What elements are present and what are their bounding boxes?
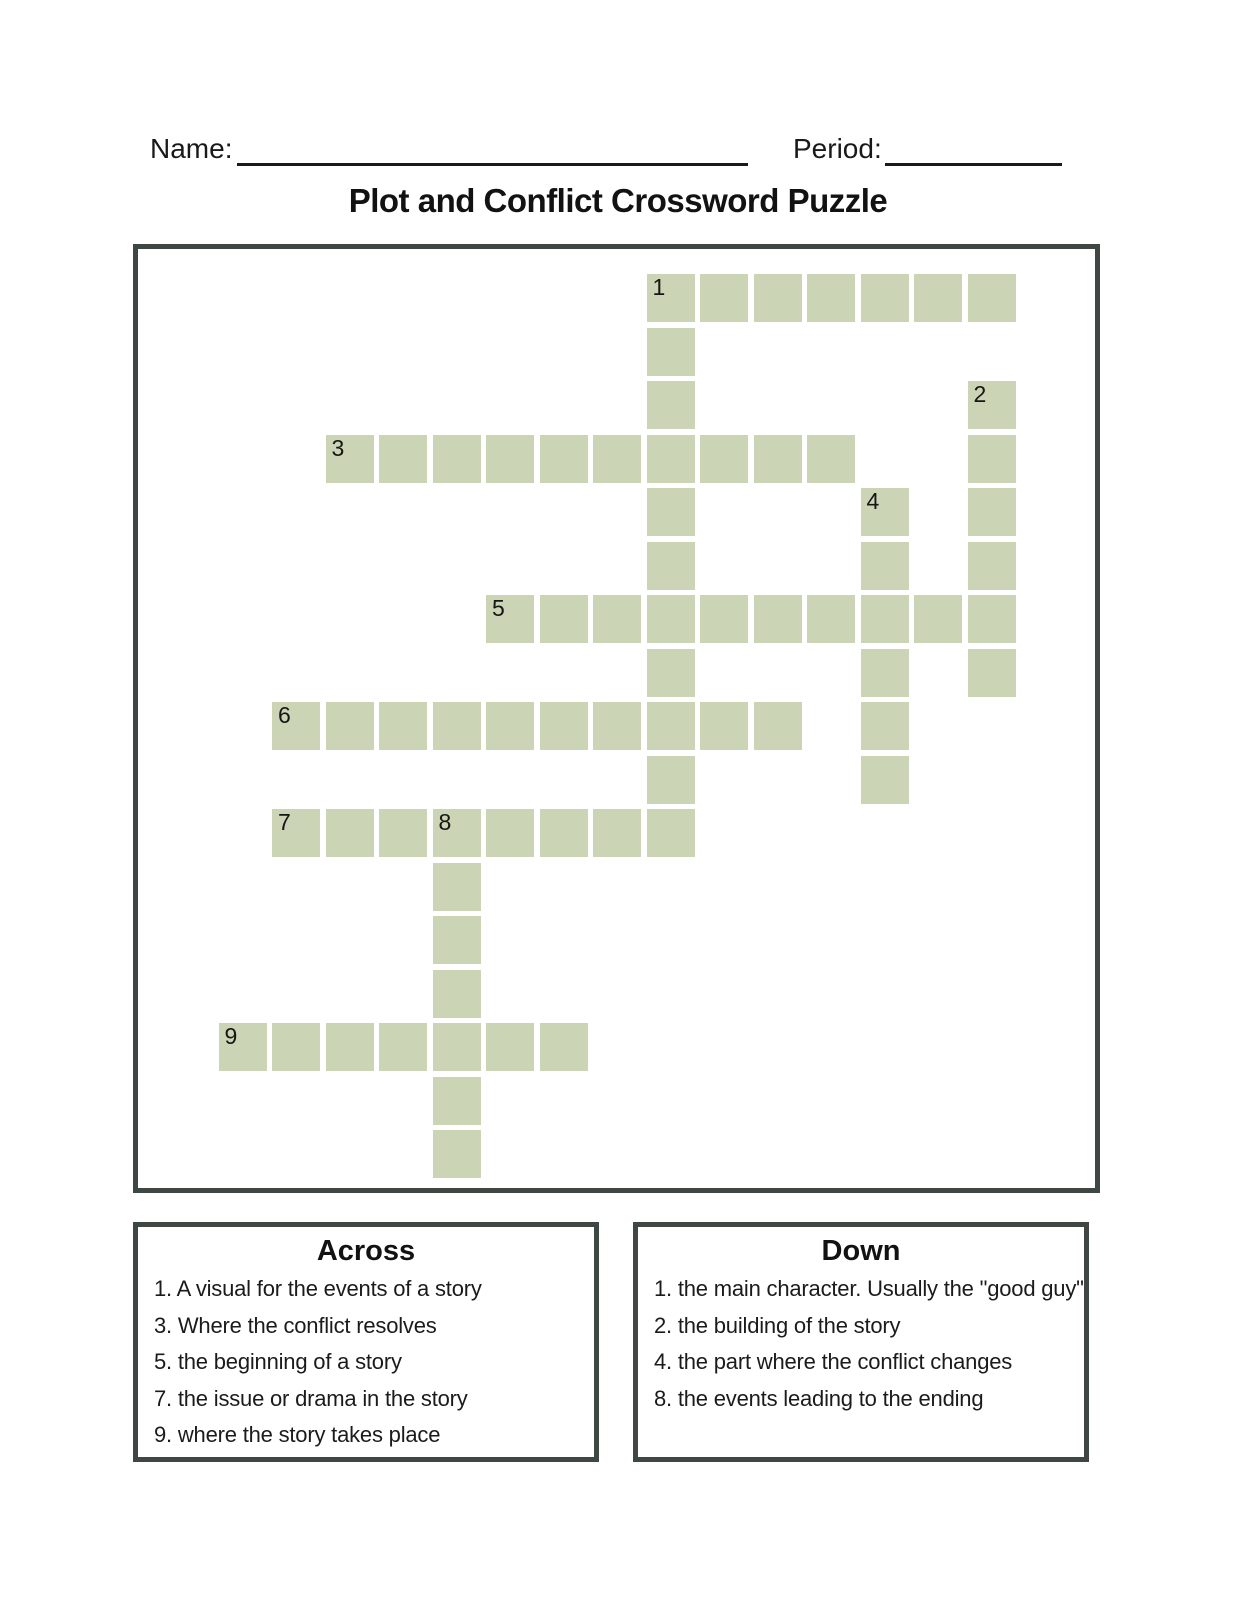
grid-cell-r9-c8[interactable] — [647, 756, 695, 804]
grid-cell-r10-c8[interactable] — [647, 809, 695, 857]
grid-cell-r5-c12[interactable] — [861, 542, 909, 590]
cell-number: 6 — [278, 702, 291, 728]
grid-cell-r6-c12[interactable] — [861, 595, 909, 643]
clue-down-4: 8. the events leading to the ending — [654, 1385, 984, 1411]
down-clues-box — [633, 1222, 1089, 1462]
grid-cell-r3-c7[interactable] — [593, 435, 641, 483]
grid-cell-r8-c6[interactable] — [540, 702, 588, 750]
grid-cell-r3-c6[interactable] — [540, 435, 588, 483]
grid-cell-r6-c6[interactable] — [540, 595, 588, 643]
grid-cell-r6-c5[interactable] — [486, 595, 534, 643]
grid-cell-r7-c8[interactable] — [647, 649, 695, 697]
grid-cell-r5-c8[interactable] — [647, 542, 695, 590]
cell-number: 1 — [652, 274, 666, 300]
cell-number: 8 — [438, 809, 452, 835]
grid-cell-r0-c14[interactable] — [968, 274, 1016, 322]
down-heading: Down — [821, 1235, 901, 1267]
grid-cell-r3-c8[interactable] — [647, 435, 695, 483]
cell-number: 4 — [866, 488, 880, 514]
grid-cell-r14-c6[interactable] — [540, 1023, 588, 1071]
grid-cell-r10-c4[interactable] — [433, 809, 481, 857]
grid-cell-r10-c2[interactable] — [326, 809, 374, 857]
grid-cell-r3-c5[interactable] — [486, 435, 534, 483]
period-blank-line[interactable] — [885, 163, 1062, 166]
grid-cell-r16-c4[interactable] — [433, 1130, 481, 1178]
grid-cell-r0-c13[interactable] — [914, 274, 962, 322]
across-heading: Across — [316, 1235, 416, 1267]
grid-cell-r8-c12[interactable] — [861, 702, 909, 750]
grid-cell-r10-c1[interactable] — [272, 809, 320, 857]
grid-cell-r0-c12[interactable] — [861, 274, 909, 322]
grid-cell-r4-c8[interactable] — [647, 488, 695, 536]
grid-cell-r3-c9[interactable] — [700, 435, 748, 483]
grid-cell-r3-c4[interactable] — [433, 435, 481, 483]
grid-cell-r9-c12[interactable] — [861, 756, 909, 804]
across-clues-box — [133, 1222, 599, 1462]
page-title: Plot and Conflict Crossword Puzzle — [348, 182, 888, 219]
clue-across-1: 1. A visual for the events of a story — [154, 1276, 482, 1301]
grid-cell-r8-c8[interactable] — [647, 702, 695, 750]
grid-cell-r7-c14[interactable] — [968, 649, 1016, 697]
grid-cell-r3-c10[interactable] — [754, 435, 802, 483]
grid-cell-r2-c14[interactable] — [968, 381, 1016, 429]
grid-cell-r4-c14[interactable] — [968, 488, 1016, 536]
grid-cell-r8-c9[interactable] — [700, 702, 748, 750]
grid-cell-r3-c11[interactable] — [807, 435, 855, 483]
grid-cell-r6-c14[interactable] — [968, 595, 1016, 643]
clue-across-2: 3. Where the conflict resolves — [154, 1312, 437, 1338]
grid-cell-r6-c11[interactable] — [807, 595, 855, 643]
grid-cell-r1-c8[interactable] — [647, 328, 695, 376]
grid-cell-r0-c9[interactable] — [700, 274, 748, 322]
grid-cell-r7-c12[interactable] — [861, 649, 909, 697]
grid-cell-r0-c11[interactable] — [807, 274, 855, 322]
clue-down-3: 4. the part where the conflict changes — [654, 1349, 1013, 1374]
grid-cell-r8-c10[interactable] — [754, 702, 802, 750]
grid-cell-r6-c10[interactable] — [754, 595, 802, 643]
grid-cell-r8-c7[interactable] — [593, 702, 641, 750]
grid-cell-r0-c10[interactable] — [754, 274, 802, 322]
cell-number: 7 — [278, 809, 291, 835]
grid-cell-r10-c6[interactable] — [540, 809, 588, 857]
grid-cell-r8-c2[interactable] — [326, 702, 374, 750]
grid-cell-r14-c4[interactable] — [433, 1023, 481, 1071]
clue-down-2: 2. the building of the story — [654, 1312, 901, 1338]
clue-down-1: 1. the main character. Usually the "good guy" — [654, 1276, 1084, 1301]
grid-cell-r12-c4[interactable] — [433, 916, 481, 964]
grid-cell-r15-c4[interactable] — [433, 1077, 481, 1125]
clue-across-3: 5. the beginning of a story — [154, 1349, 402, 1374]
grid-cell-r8-c4[interactable] — [433, 702, 481, 750]
grid-cell-r6-c9[interactable] — [700, 595, 748, 643]
grid-cell-r14-c2[interactable] — [326, 1023, 374, 1071]
grid-cell-r8-c5[interactable] — [486, 702, 534, 750]
cell-number: 2 — [973, 381, 987, 407]
crossword-grid — [133, 244, 1100, 1193]
grid-cell-r0-c8[interactable] — [647, 274, 695, 322]
grid-cell-r10-c7[interactable] — [593, 809, 641, 857]
grid-cell-r8-c1[interactable] — [272, 702, 320, 750]
grid-cell-r6-c13[interactable] — [914, 595, 962, 643]
cell-number: 5 — [492, 595, 505, 621]
grid-cell-r10-c5[interactable] — [486, 809, 534, 857]
clue-across-5: 9. where the story takes place — [154, 1422, 441, 1447]
grid-cell-r14-c1[interactable] — [272, 1023, 320, 1071]
clue-across-4: 7. the issue or drama in the story — [154, 1385, 468, 1411]
cell-number: 9 — [224, 1023, 238, 1049]
grid-cell-r4-c12[interactable] — [861, 488, 909, 536]
grid-cell-r3-c14[interactable] — [968, 435, 1016, 483]
cell-number: 3 — [331, 434, 345, 461]
grid-cell-r10-c3[interactable] — [379, 809, 427, 857]
across-clue-list — [138, 1268, 594, 1454]
name-label: Name: — [150, 133, 233, 164]
grid-cell-r14-c0[interactable] — [219, 1023, 267, 1071]
grid-cell-r2-c8[interactable] — [647, 381, 695, 429]
grid-cell-r3-c3[interactable] — [379, 435, 427, 483]
grid-cell-r13-c4[interactable] — [433, 970, 481, 1018]
grid-cell-r14-c3[interactable] — [379, 1023, 427, 1071]
grid-cell-r11-c4[interactable] — [433, 863, 481, 911]
grid-cell-r5-c14[interactable] — [968, 542, 1016, 590]
grid-cell-r14-c5[interactable] — [486, 1023, 534, 1071]
grid-cell-r8-c3[interactable] — [379, 702, 427, 750]
period-label: Period: — [793, 133, 882, 164]
grid-cell-r6-c8[interactable] — [647, 595, 695, 643]
down-clue-list — [638, 1268, 1084, 1417]
name-blank-line[interactable] — [237, 163, 748, 166]
grid-cell-r3-c2[interactable] — [326, 435, 374, 483]
grid-cell-r6-c7[interactable] — [593, 595, 641, 643]
